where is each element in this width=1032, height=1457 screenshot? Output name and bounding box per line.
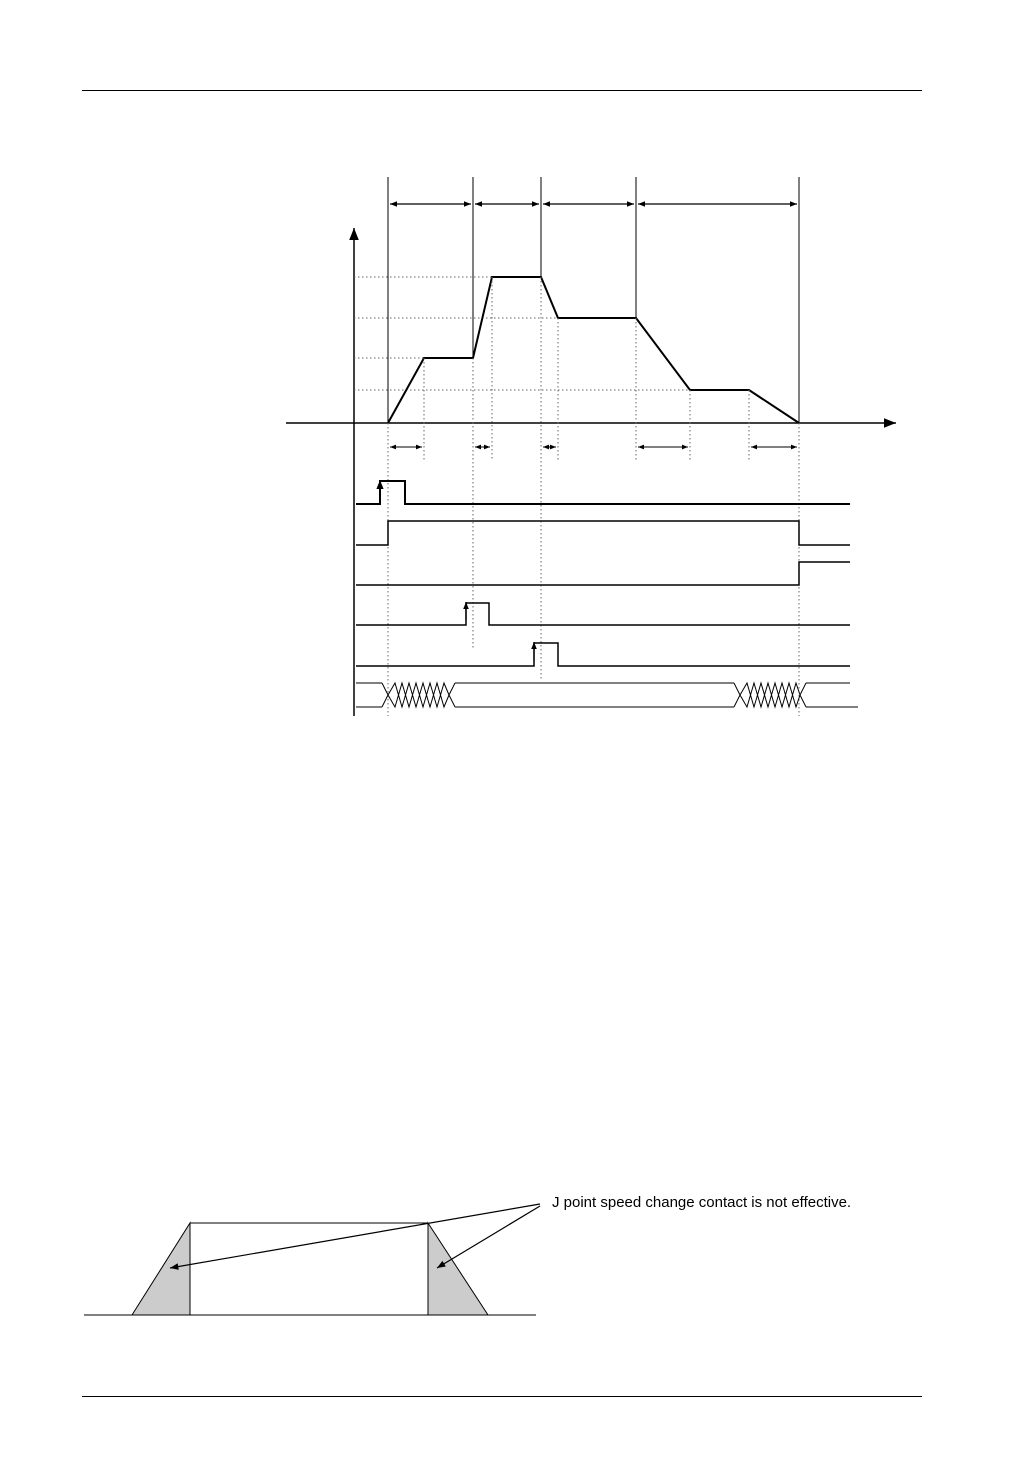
speed-change-signal-1 <box>356 603 850 625</box>
pointer-arrow-left <box>170 1204 540 1268</box>
data-bus-signal <box>356 683 858 707</box>
footer-rule <box>82 1396 922 1397</box>
busy-signal <box>356 521 850 545</box>
section-boundaries <box>388 177 799 423</box>
speed-profile <box>388 277 799 423</box>
speed-change-signal-2 <box>356 643 850 666</box>
speed-change-note: J point speed change contact is not effective. <box>552 1194 852 1211</box>
decel-shaded-region <box>428 1223 488 1315</box>
start-signal <box>356 481 850 504</box>
speed-level-guides <box>354 277 690 390</box>
busy-signal-b <box>356 562 850 585</box>
pointer-arrow-right <box>437 1206 540 1268</box>
timing-guides <box>388 277 799 716</box>
accel-shaded-region <box>132 1223 190 1315</box>
